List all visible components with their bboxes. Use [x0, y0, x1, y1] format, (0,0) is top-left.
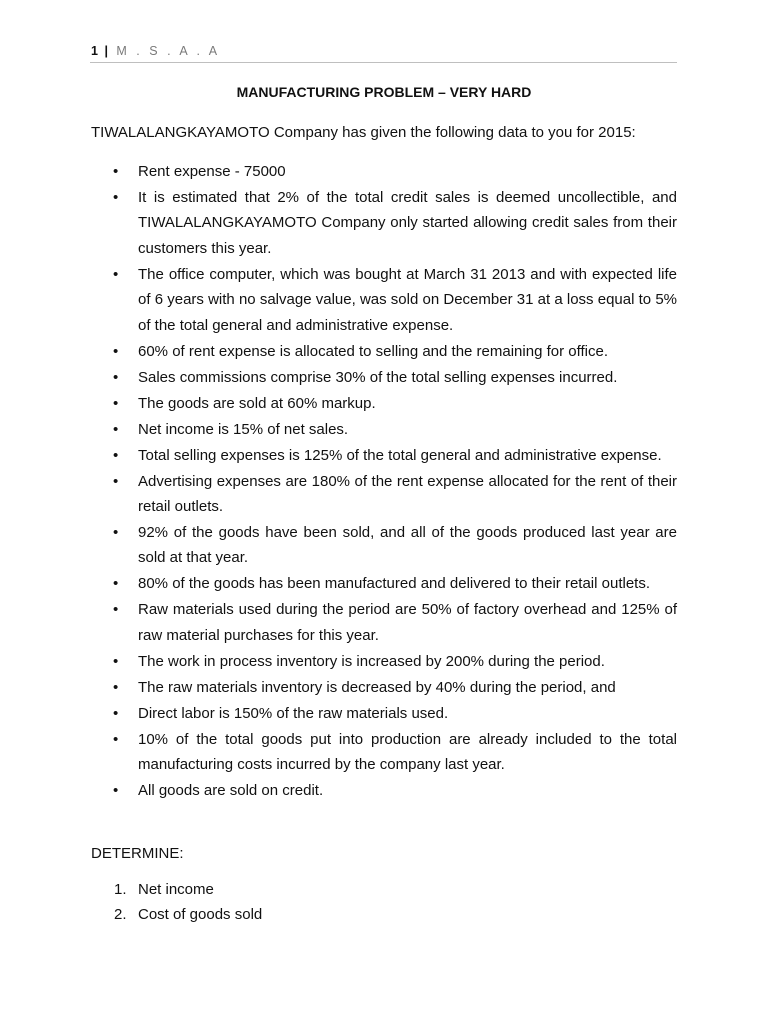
list-item: • Advertising expenses are 180% of the rent expense allocated for the rent of their retail outlets.: [91, 469, 677, 520]
list-item: • 60% of rent expense is allocated to selling and the remaining for office.: [91, 339, 677, 364]
list-item: • The raw materials inventory is decreased by 40% during the period, and: [91, 675, 677, 700]
document-title: MANUFACTURING PROBLEM – VERY HARD: [236, 84, 532, 100]
task-number: 2.: [114, 906, 127, 924]
determine-heading: DETERMINE:: [91, 845, 184, 862]
list-item: • Total selling expenses is 125% of the total general and administrative expense.: [91, 443, 677, 468]
task-item: [91, 902, 262, 927]
list-item: • Net income is 15% of net sales.: [91, 417, 677, 442]
list-item: • 80% of the goods has been manufactured and delivered to their retail outlets.: [91, 571, 677, 596]
list-item: • It is estimated that 2% of the total credit sales is deemed uncollectible, and TIWALALANGKAYAMOTO Company only started allowing credit sales from their customers this year.: [91, 185, 677, 261]
task-number: 1.: [114, 881, 127, 898]
task-text: Cost of goods sold: [138, 906, 263, 924]
header-separator: |: [104, 44, 109, 58]
task-list: [91, 877, 262, 928]
list-item: • The office computer, which was bought at March 31 2013 and with expected life of 6 years with no salvage value, was sold on December 31 at a loss equal to 5% of the total general and administrative expense.: [91, 262, 677, 338]
task-item: [91, 877, 262, 902]
data-list: [91, 159, 677, 804]
list-item: • 10% of the total goods put into production are already included to the total manufacturing costs incurred by the company last year.: [91, 727, 677, 778]
list-item: • Direct labor is 150% of the raw materials used.: [91, 701, 677, 726]
intro-paragraph: TIWALALANGKAYAMOTO Company has given the following data to you for 2015:: [91, 124, 636, 141]
list-item: • Raw materials used during the period are 50% of factory overhead and 125% of raw material purchases for this year.: [91, 597, 677, 648]
page-number: 1: [91, 44, 99, 58]
task-text: Net income: [138, 881, 214, 898]
list-item: • The work in process inventory is increased by 200% during the period.: [91, 649, 677, 674]
list-item: • Sales commissions comprise 30% of the total selling expenses incurred.: [91, 365, 677, 390]
page-header: [91, 44, 220, 58]
list-item: • The goods are sold at 60% markup.: [91, 391, 677, 416]
header-divider: [90, 62, 677, 63]
list-item: • All goods are sold on credit.: [91, 778, 677, 803]
header-org: M . S . A . A: [116, 44, 221, 58]
list-item: • 92% of the goods have been sold, and all of the goods produced last year are sold at that year.: [91, 520, 677, 571]
list-item: • Rent expense - 75000: [91, 159, 677, 184]
